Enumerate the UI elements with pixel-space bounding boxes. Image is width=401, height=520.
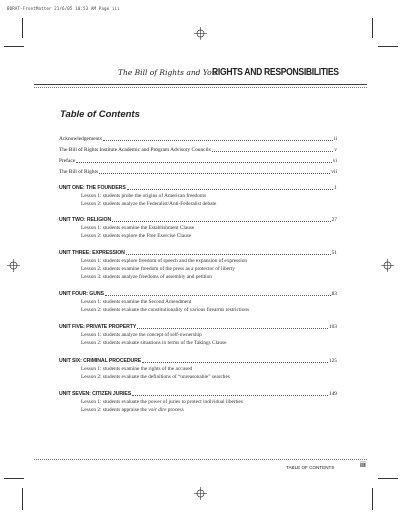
page-number: iii xyxy=(360,462,366,469)
lesson-item: Lesson 1: students evaluate the power of juries to protect individual liberties xyxy=(81,399,243,405)
footer-section-label: TABLE OF CONTENTS xyxy=(286,465,335,470)
running-header xyxy=(118,66,368,80)
leader-dots xyxy=(126,253,331,255)
unit-page: 27 xyxy=(331,217,337,223)
lesson-item: Lesson 2: students explore the Free Exercise Clause xyxy=(81,233,192,239)
toc-entry[interactable] xyxy=(59,134,337,142)
leader-dots xyxy=(137,327,328,329)
unit-title: UNIT FIVE: PRIVATE PROPERTY xyxy=(59,324,137,330)
unit-page: 51 xyxy=(331,250,337,256)
lesson-item: Lesson 3: students analyze freedoms of assembly and petition xyxy=(81,274,212,280)
unit-title: UNIT ONE: THE FOUNDERS xyxy=(59,185,126,191)
book-script-title: The Bill of Rights and You xyxy=(118,68,217,77)
unit-title: UNIT THREE: EXPRESSION xyxy=(59,250,125,256)
leader-dots xyxy=(105,294,331,296)
crop-mark xyxy=(22,18,23,38)
toc-entry-label: The Bill of Rights Institute Academic and Program Advisory Councils xyxy=(59,147,211,153)
lesson-item: Lesson 1: students examine the Second Amendment xyxy=(81,299,192,305)
crop-mark xyxy=(372,488,373,510)
unit-page: 125 xyxy=(328,358,337,364)
crop-mark xyxy=(378,478,398,479)
unit-page: 149 xyxy=(328,391,337,397)
toc-entry[interactable] xyxy=(59,156,337,164)
crop-mark xyxy=(4,46,24,47)
unit-page: 83 xyxy=(331,291,337,297)
leader-dots xyxy=(212,150,334,152)
toc-entry-page: v xyxy=(334,147,337,153)
lesson-item: Lesson 2: students appraise the voir dire process xyxy=(81,407,184,413)
lesson-item: Lesson 1: students examine the rights of the accused xyxy=(81,366,193,372)
unit-entry[interactable] xyxy=(59,215,337,223)
lesson-item: Lesson 2: students examine freedom of the press as a protector of liberty xyxy=(81,266,235,272)
unit-page: 1 xyxy=(334,185,337,191)
toc-entry[interactable] xyxy=(59,145,337,153)
unit-title: UNIT SIX: CRIMINAL PROCEDURE xyxy=(59,358,142,364)
leader-dots xyxy=(76,161,332,163)
toc-entry-label: Preface xyxy=(59,158,76,164)
registration-mark-icon xyxy=(194,27,207,40)
toc-entry-page: ii xyxy=(334,136,337,142)
toc-entry[interactable] xyxy=(59,167,337,175)
lesson-item: Lesson 2: students evaluate the definitions of “unreasonable” searches xyxy=(81,374,230,380)
unit-page: 103 xyxy=(328,324,337,330)
unit-entry[interactable] xyxy=(59,389,337,397)
unit-title: UNIT FOUR: GUNS xyxy=(59,291,104,297)
leader-dots xyxy=(103,139,333,141)
toc-entry-label: The Bill of Rights xyxy=(59,169,99,175)
crop-mark xyxy=(372,18,373,38)
lesson-item: Lesson 1: students probe the origins of American freedoms xyxy=(81,193,207,199)
unit-entry[interactable] xyxy=(59,356,337,364)
crop-mark xyxy=(22,488,23,510)
registration-mark-icon xyxy=(381,259,394,272)
leader-dots xyxy=(127,188,334,190)
unit-entry[interactable] xyxy=(59,248,337,256)
book-title: RIGHTS AND RESPONSIBILITIES xyxy=(212,66,339,78)
unit-title: UNIT TWO: RELIGION xyxy=(59,217,112,223)
lesson-item: Lesson 1: students examine the Establishment Clause xyxy=(81,225,195,231)
crop-mark xyxy=(4,478,24,479)
leader-dots xyxy=(132,394,328,396)
registration-mark-icon xyxy=(7,259,20,272)
header-dotted-rule xyxy=(34,87,367,88)
toc-title: Table of Contents xyxy=(60,109,140,120)
footer-dotted-rule xyxy=(34,459,367,460)
unit-entry[interactable] xyxy=(59,322,337,330)
lesson-item: Lesson 1: students explore freedom of speech and the expansion of expression xyxy=(81,258,248,264)
lesson-item: Lesson 2: students evaluate the constitutionality of various firearms restrictions xyxy=(81,307,250,313)
leader-dots xyxy=(99,172,330,174)
toc-entry-page: vii xyxy=(331,169,337,175)
leader-dots xyxy=(112,220,331,222)
toc-entry-label: Acknowledgements xyxy=(59,136,102,142)
registration-mark-icon xyxy=(194,487,207,500)
unit-entry[interactable] xyxy=(59,183,337,191)
leader-dots xyxy=(142,361,328,363)
lesson-item: Lesson 2: students analyze the Federalist/Anti-Federalist debate xyxy=(81,201,217,207)
unit-entry[interactable] xyxy=(59,289,337,297)
toc-entry-page: vi xyxy=(332,158,337,164)
crop-mark xyxy=(378,46,398,47)
lesson-item: Lesson 2: students evaluate situations in terms of the Takings Clause xyxy=(81,340,227,346)
lesson-item: Lesson 1: students analyze the concept of self-ownership xyxy=(81,332,202,338)
printer-slug: BORAT-FrontMatter 21/6/05 10:53 AM Page iii xyxy=(7,6,120,11)
header-rule xyxy=(34,84,367,85)
unit-title: UNIT SEVEN: CITIZEN JURIES xyxy=(59,391,132,397)
